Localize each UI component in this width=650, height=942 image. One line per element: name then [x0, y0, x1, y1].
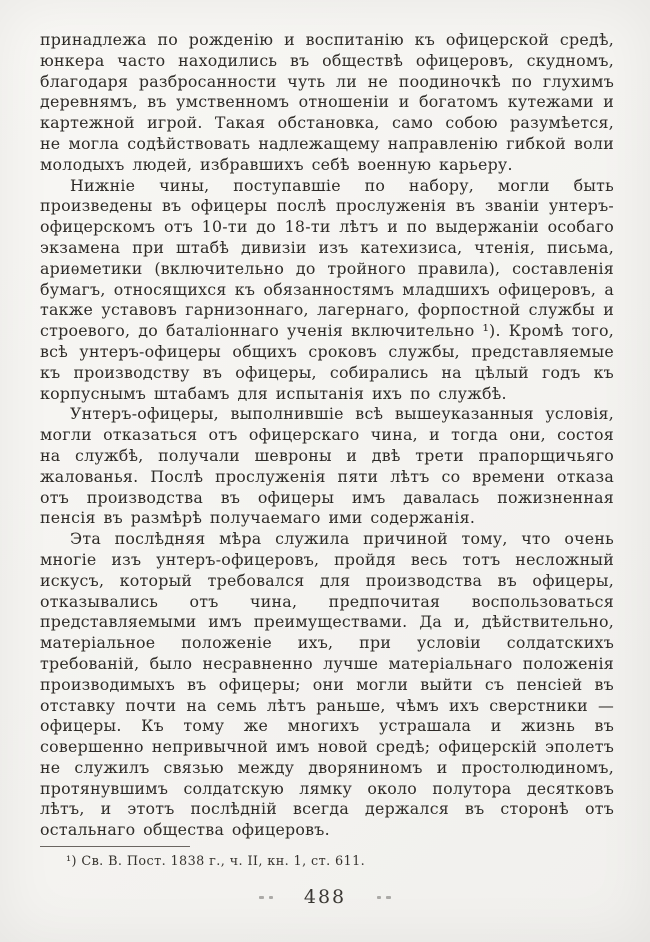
- paragraph: Нижніе чины, поступавшіе по набору, могли быть произведены въ офицеры послѣ прослуженія въ званіи унтеръ-офицерскомъ отъ 10-ти до 18-ти лѣтъ и по выдержаніи особаго экзамена при штабѣ дивизіи изъ катехизиса, чтенія, письма, ариѳметики (включительно до тройного правила), составленія бумагъ, относящихся къ обязанностямъ младшихъ офицеровъ, а также уставовъ гарнизоннаго, лагернаго, форпостной службы и строевого, до баталіоннаго ученія включительно ¹). Кромѣ того, всѣ унтеръ-офицеры общихъ сроковъ службы, представляемые къ производству въ офицеры, собирались на цѣлый годъ къ корпуснымъ штабамъ для испытанія ихъ по службѣ.: [40, 175, 614, 403]
- paragraph: Эта послѣдняя мѣра служила причиной тому, что очень многіе изъ унтеръ-офицеровъ, пройдя весь тотъ несложный искусъ, который требовался для производства въ офицеры, отказывались отъ чина, предпочитая воспользоваться представляемыми имъ преимуществами. Да и, дѣйствительно, матеріальное положеніе ихъ, при условіи солдатскихъ требованій, было несравненно лучше матеріальнаго положенія производимыхъ въ офицеры; они могли выйти съ пенсіей въ отставку почти на семь лѣтъ раньше, чѣмъ ихъ сверстники — офицеры. Къ тому же многихъ устрашала и жизнь въ совершенно непривычной имъ новой средѣ; офицерскій эполетъ не служилъ связью между дворяниномъ и простолюдиномъ, протянувшимъ солдатскую лямку около полутора десятковъ лѣтъ, и этотъ послѣдній всегда держался въ сторонѣ отъ остальнаго общества офицеровъ.: [40, 529, 614, 840]
- page-footer: [0, 886, 650, 908]
- scan-artifact-right: [377, 896, 391, 899]
- paragraph: Унтеръ-офицеры, выполнившіе всѣ вышеуказанныя условія, могли отказаться отъ офицерскаго чина, и тогда они, состоя на службѣ, получали шевроны и двѣ трети прапорщичьяго жалованья. Послѣ прослуженія пяти лѣтъ со времени отказа отъ производства въ офицеры имъ давалась пожизненная пенсія въ размѣрѣ получаемаго ими содержанія.: [40, 404, 614, 528]
- footnote-rule: [40, 846, 190, 847]
- page-body: [40, 30, 614, 842]
- paragraph-continuation: принадлежа по рожденію и воспитанію къ офицерской средѣ, юнкера часто находились въ обществѣ офицеровъ, скудномъ, благодаря разбросанности чуть ли не поодиночкѣ по глухимъ деревнямъ, въ умственномъ отношеніи и богатомъ кутежами и картежной игрой. Такая обстановка, само собою разумѣется, не могла содѣйствовать надлежащему направленію гибкой воли молодыхъ людей, избравшихъ себѣ военную карьеру.: [40, 30, 614, 174]
- footnote-area: [40, 846, 614, 870]
- page-number: 488: [303, 886, 347, 908]
- scan-artifact-left: [259, 896, 273, 899]
- footnote: ¹) Св. В. Пост. 1838 г., ч. II, кн. 1, ст. 611.: [66, 854, 366, 869]
